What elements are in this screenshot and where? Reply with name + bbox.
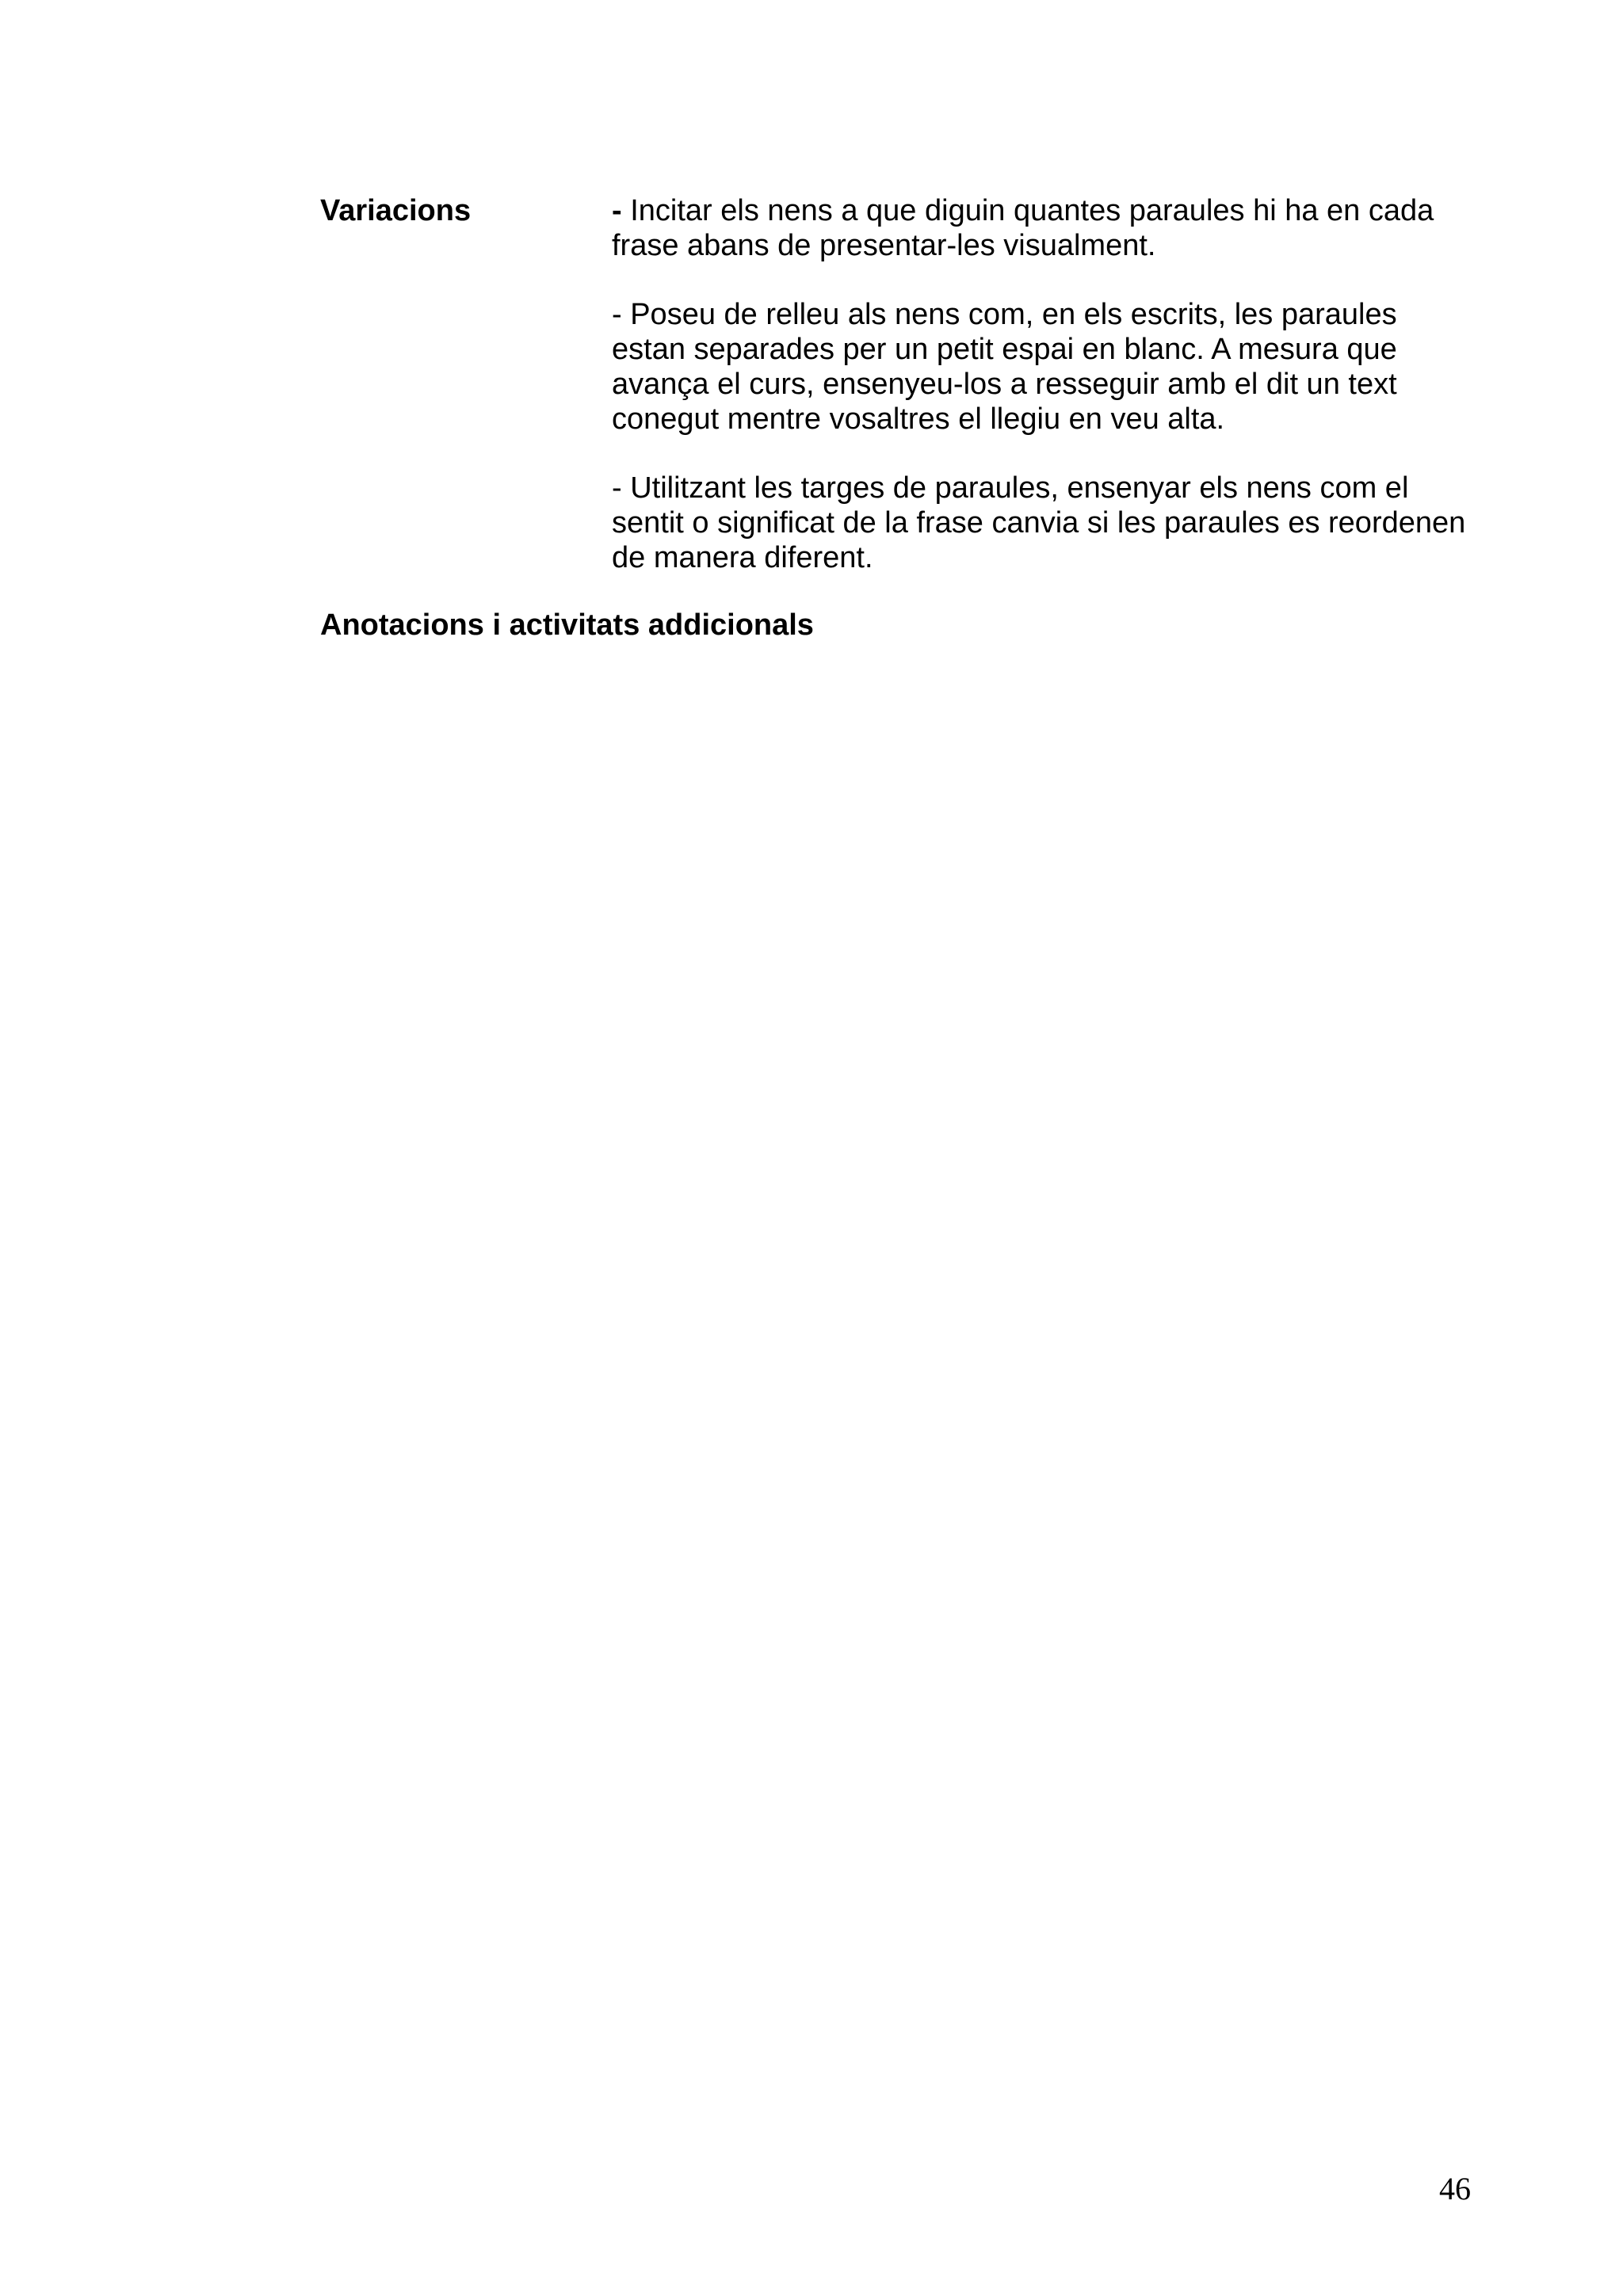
variation-line: avança el curs, ensenyeu-los a resseguir amb el dit un text: [612, 368, 1397, 401]
page-number: 46: [1439, 2171, 1471, 2206]
bold-dash: -: [612, 194, 622, 227]
variation-line: sentit o significat de la frase canvia si les paraules es reordenen: [612, 506, 1466, 540]
variations-list: [612, 193, 1491, 609]
variation-line: conegut mentre vosaltres el llegiu en veu alta.: [612, 402, 1225, 436]
variation-item: [612, 193, 1491, 263]
variation-line: - Poseu de relleu als nens com, en els escrits, les paraules: [612, 298, 1397, 331]
variation-item: [612, 471, 1491, 575]
annotations-heading: Anotacions i activitats addicionals: [320, 608, 814, 642]
variation-item: [612, 297, 1491, 437]
variation-line-text: Incitar els nens a que diguin quantes paraules hi ha en cada: [621, 194, 1434, 227]
variation-line: - Utilitzant les targes de paraules, ensenyar els nens com el: [612, 471, 1409, 505]
section-label-variacions: Variacions: [320, 194, 472, 227]
variation-line: [612, 193, 1491, 228]
variation-line: frase abans de presentar-les visualment.: [612, 229, 1156, 262]
variation-line: de manera diferent.: [612, 541, 873, 574]
variation-line: estan separades per un petit espai en blanc. A mesura que: [612, 333, 1397, 366]
